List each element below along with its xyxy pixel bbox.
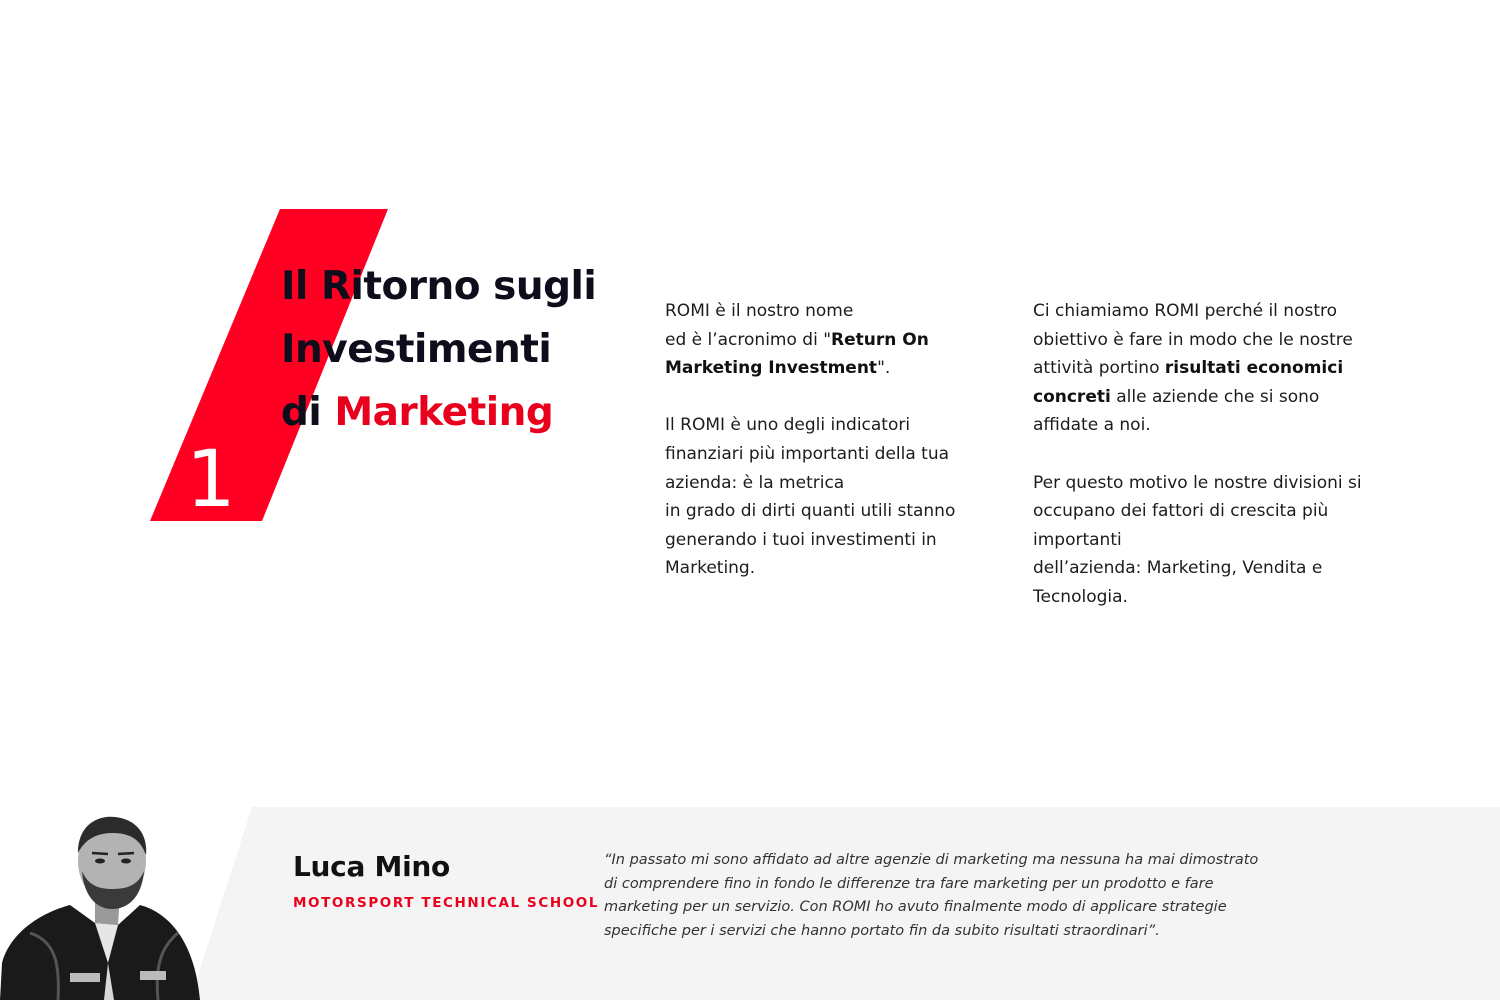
author-company: MOTORSPORT TECHNICAL SCHOOL — [293, 895, 600, 911]
column1-p1-bold: Return On Marketing Investment — [665, 329, 929, 379]
column2-p1-bold: risultati economici concreti — [1033, 358, 1344, 407]
section-number: 1 — [186, 435, 236, 525]
testimonial-quote: “In passato mi sono affidato ad altre agenzie di marketing ma nessuna ha mai dimostrato di comprendere fino in fondo le differenze tra fare marketing per un prodotto e fare marketing per un servizio. Con ROMI ho avuto finalmente modo di applicare strategie specifiche per i servizi che hanno portato fin da subito risultati straordinari”. — [604, 852, 1259, 940]
column2-p2-a: Per questo motivo le nostre divisioni si occupano dei fattori di crescita più importanti — [1033, 472, 1362, 550]
column1-paragraph-2 — [665, 411, 985, 583]
column2-p2-b: dell’azienda: Marketing, Vendita e Tecnologia. — [1033, 558, 1323, 607]
column1-p1-b: ed è l’acronimo di " — [665, 329, 832, 350]
title-accent: Marketing — [334, 390, 554, 435]
text-column-2 — [1033, 297, 1363, 640]
column1-p1-a: ROMI è il nostro nome — [665, 301, 854, 321]
title-line-1: Il Ritorno sugli — [281, 264, 597, 309]
testimonial-section — [0, 807, 1500, 1000]
page-title — [281, 255, 611, 444]
author-name: Luca Mino — [293, 850, 450, 883]
title-line-3 — [281, 381, 611, 444]
column1-p2-a: Il ROMI è uno degli indicatori finanziari più importanti della tua azienda: è la metrica — [665, 415, 950, 493]
title-line-2: Investimenti — [281, 327, 552, 372]
person-photo-icon — [0, 813, 210, 1000]
title-prefix: di — [281, 390, 335, 435]
column1-p1-c: ". — [877, 358, 891, 379]
column2-paragraph-2 — [1033, 469, 1363, 612]
column1-p2-b: in grado di dirti quanti utili stanno generando i tuoi investimenti in Marketing. — [665, 501, 956, 579]
column1-paragraph-1 — [665, 297, 985, 383]
column2-p1-a: Ci chiamiamo ROMI perché il nostro obiettivo è fare in modo che le nostre attività portino — [1033, 301, 1353, 379]
column2-p1-b: alle aziende che si sono affidate a noi. — [1033, 386, 1320, 436]
text-column-1 — [665, 297, 985, 612]
column2-paragraph-1 — [1033, 297, 1363, 440]
